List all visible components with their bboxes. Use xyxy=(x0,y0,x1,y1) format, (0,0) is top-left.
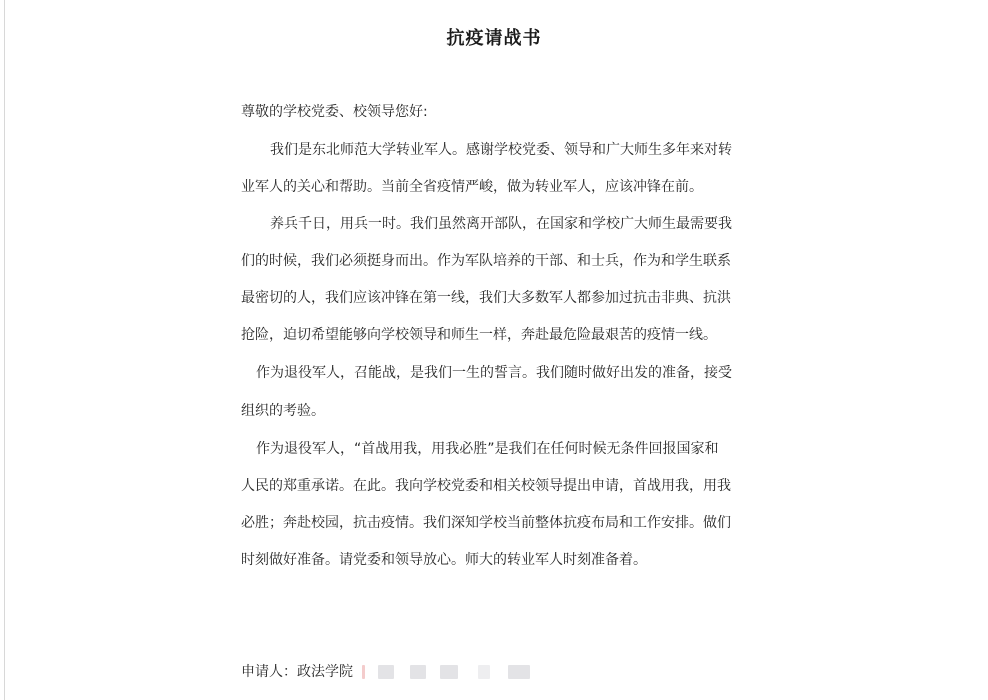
applicant-line: 申请人：政法学院 xyxy=(241,664,353,680)
paragraph-4-line-2: 人民的郑重承诺。在此。我向学校党委和相关校领导提出申请，首战用我，用我 xyxy=(241,478,731,494)
redaction-mark xyxy=(362,665,365,679)
paragraph-4-line-4: 时刻做好准备。请党委和领导放心。师大的转业军人时刻准备着。 xyxy=(241,552,647,568)
redaction-block xyxy=(508,665,530,679)
paragraph-1-line-1: 我们是东北师范大学转业军人。感谢学校党委、领导和广大师生多年来对转 xyxy=(270,142,732,158)
paragraph-4-line-3: 必胜；奔赴校园，抗击疫情。我们深知学校当前整体抗疫布局和工作安排。做们 xyxy=(241,515,731,531)
redaction-block xyxy=(440,665,458,679)
paragraph-2-line-3: 最密切的人，我们应该冲锋在第一线，我们大多数军人都参加过抗击非典、抗洪 xyxy=(241,290,731,306)
salutation: 尊敬的学校党委、校领导您好: xyxy=(241,104,428,120)
page-left-border xyxy=(4,0,5,700)
paragraph-3-line-2: 组织的考验。 xyxy=(241,403,325,419)
redaction-block xyxy=(410,665,426,679)
paragraph-2-line-2: 们的时候，我们必须挺身而出。作为军队培养的干部、和士兵，作为和学生联系 xyxy=(241,253,731,269)
paragraph-1-line-2: 业军人的关心和帮助。当前全省疫情严峻，做为转业军人，应该冲锋在前。 xyxy=(241,179,703,195)
redaction-block xyxy=(478,665,490,679)
paragraph-2-line-4: 抢险，迫切希望能够向学校领导和师生一样，奔赴最危险最艰苦的疫情一线。 xyxy=(241,327,717,343)
document-title: 抗疫请战书 xyxy=(446,28,542,49)
paragraph-2-line-1: 养兵千日，用兵一时。我们虽然离开部队，在国家和学校广大师生最需要我 xyxy=(270,216,732,232)
paragraph-4-line-1: 作为退役军人，“首战用我，用我必胜”是我们在任何时候无条件回报国家和 xyxy=(256,441,719,457)
paragraph-3-line-1: 作为退役军人，召能战，是我们一生的誓言。我们随时做好出发的准备，接受 xyxy=(256,365,732,381)
redaction-block xyxy=(378,665,394,679)
